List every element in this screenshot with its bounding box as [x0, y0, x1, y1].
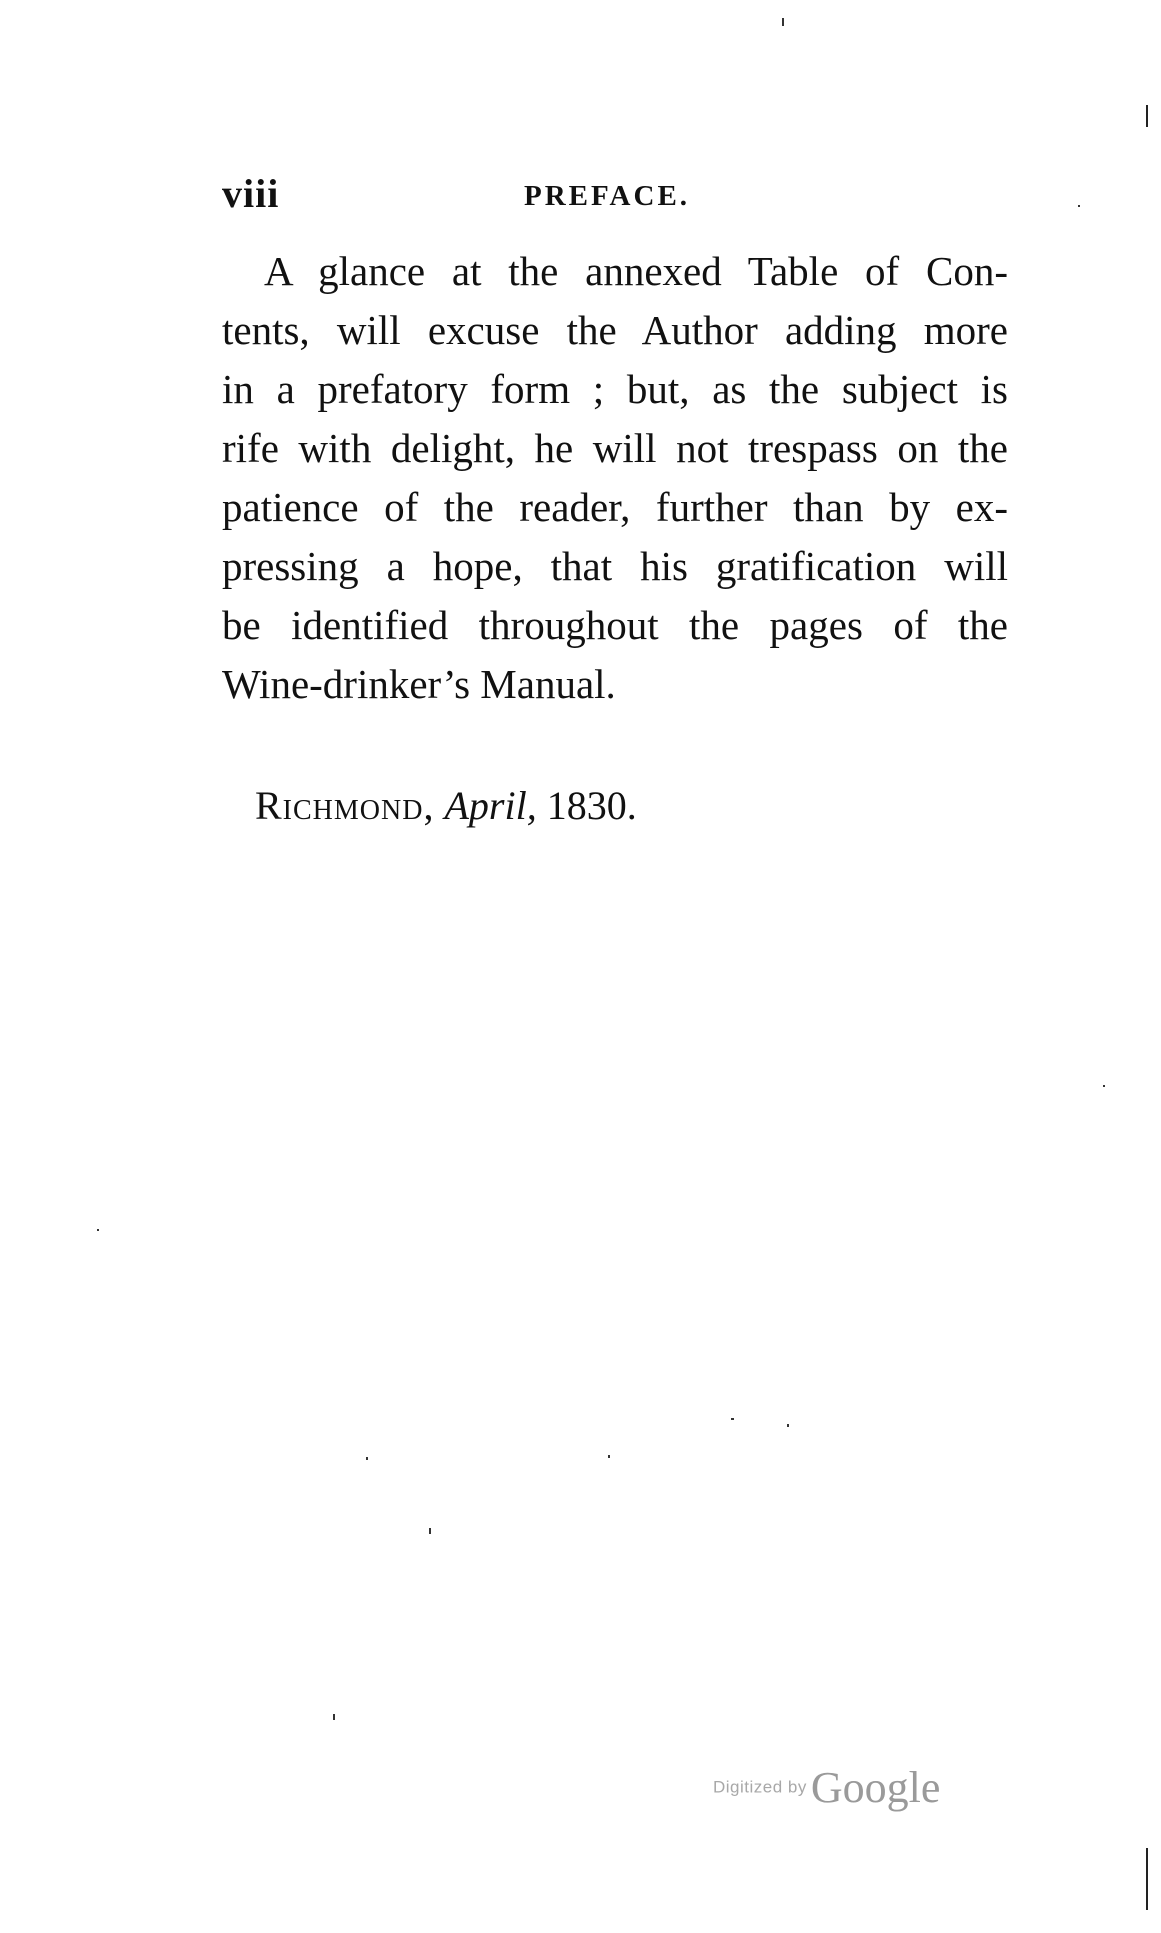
scan-speck [782, 18, 784, 26]
paragraph-line: pressing a hope, that his gratification will [222, 543, 1008, 589]
scan-speck [1078, 205, 1080, 207]
signature-place: Richmond, [255, 783, 435, 828]
scan-speck [333, 1714, 335, 1720]
scan-speck [97, 1229, 99, 1231]
page-number: viii [222, 171, 280, 216]
signature-year: 1830. [546, 783, 637, 828]
paragraph-line: A glance at the annexed Table of Con- [264, 248, 1008, 294]
scan-speck [366, 1457, 368, 1460]
paragraph-line: in a prefatory form ; but, as the subject is [222, 366, 1008, 412]
preface-paragraph [222, 242, 1008, 714]
scan-speck [608, 1455, 610, 1458]
signature-month: April, [444, 783, 537, 828]
signature-line [255, 782, 637, 829]
watermark-prefix: Digitized by [713, 1777, 807, 1797]
scan-speck [1103, 1085, 1105, 1087]
scan-edge-mark [1146, 105, 1148, 127]
paragraph-line: be identified throughout the pages of the [222, 602, 1008, 648]
watermark-brand: Google [810, 1763, 941, 1812]
paragraph-line: tents, will excuse the Author adding more [222, 307, 1008, 353]
paragraph-line: Wine-drinker’s Manual. [222, 661, 616, 707]
paragraph-line: rife with delight, he will not trespass on the [222, 425, 1008, 471]
scan-speck [787, 1424, 789, 1427]
scan-speck [731, 1418, 734, 1420]
paragraph-line: patience of the reader, further than by ex- [222, 484, 1008, 530]
scan-edge-mark [1146, 1848, 1148, 1910]
digitized-watermark [713, 1762, 940, 1813]
running-title: PREFACE. [524, 180, 691, 212]
scan-speck [429, 1528, 431, 1534]
running-head [222, 170, 1002, 220]
